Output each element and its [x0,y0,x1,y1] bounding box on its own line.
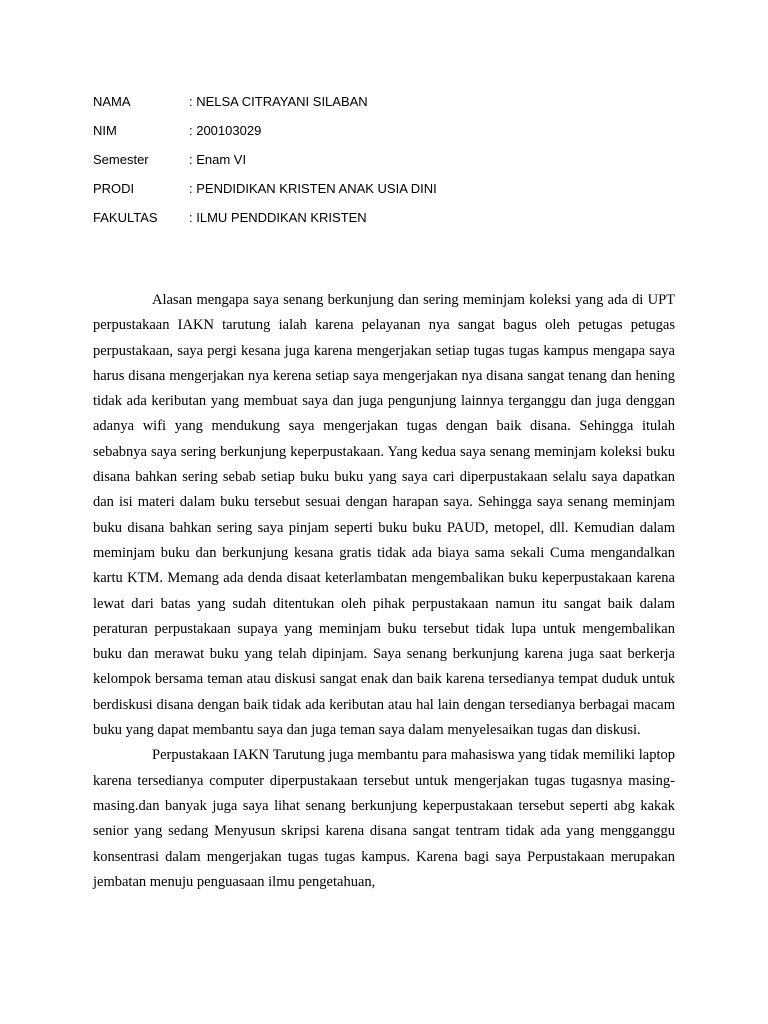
essay-body [93,288,675,895]
identity-label: FAKULTAS [93,210,158,225]
identity-value: : ILMU PENDDIKAN KRISTEN [189,210,367,225]
identity-value: : Enam VI [189,152,247,167]
identity-row-nim [93,116,437,145]
identity-label: NAMA [93,94,131,109]
identity-row-nama [93,87,437,116]
paragraph: Alasan mengapa saya senang berkunjung dan sering meminjam koleksi yang ada di UPT perpustakaan IAKN tarutung ialah karena pelayanan nya sangat bagus oleh petugas petugas perpustakaan, saya pergi kesana juga karena mengerjakan setiap tugas tugas kampus mengapa saya harus disana mengerjakan nya kerena setiap saya mengerjakan nya disana sangat tenang dan hening tidak ada keributan yang membuat saya dan juga pengunjung lainnya terganggu dan juga denggan adanya wifi yang mendukung saya mengerjakan tugas dengan baik disana. Sehingga itulah sebabnya saya sering berkunjung keperpustakaan. Yang kedua saya senang meminjam koleksi buku disana bahkan sering sebab setiap buku buku yang saya cari diperpustakaan selalu saya dapatkan dan isi materi dalam buku tersebut sesuai dengan harapan saya. Sehingga saya senang meminjam buku disana bahkan sering saya pinjam seperti buku buku PAUD, metopel, dll. Kemudian dalam meminjam buku dan berkunjung kesana gratis tidak ada biaya sama sekali Cuma mengandalkan kartu KTM. Memang ada denda disaat keterlambatan mengembalikan buku keperpustakaan karena lewat dari batas yang sudah ditentukan oleh pihak perpustakaan namun itu sangat baik dalam peraturan perpustakaan supaya yang meminjam buku tersebut tidak lupa untuk mengembalikan buku dan merawat buku yang telah dipinjam. Saya senang berkunjung karena juga saat berkerja kelompok bersama teman atau diskusi sangat enak dan baik karena tersedianya tempat duduk untuk berdiskusi disana dengan baik tidak ada keributan atau hal lain dengan tersedianya berbagai macam buku yang dapat membantu saya dan juga teman saya dalam menyelesaikan tugas dan diskusi. [93,292,675,739]
identity-row-prodi [93,174,437,203]
identity-label: NIM [93,123,117,138]
paragraph: Perpustakaan IAKN Tarutung juga membantu para mahasiswa yang tidak memiliki laptop karena tersedianya computer diperpustakaan tersebut untuk mengerjakan tugas tugasnya masing-masing.dan banyak juga saya lihat senang berkunjung keperpustakaan tersebut seperti abg kakak senior yang sedang Menyusun skripsi karena disana sangat tentram tidak ada yang mengganggu konsentrasi dalam mengerjakan tugas tugas kampus. Karena bagi saya Perpustakaan merupakan jembatan menuju penguasaan ilmu pengetahuan, [93,747,675,890]
identity-row-fakultas [93,203,437,232]
identity-value: : NELSA CITRAYANI SILABAN [189,94,368,109]
identity-block [93,87,437,232]
identity-label: PRODI [93,181,135,196]
identity-value: : 200103029 [189,123,262,138]
identity-label: Semester [93,152,149,167]
identity-row-semester [93,145,437,174]
identity-value: : PENDIDIKAN KRISTEN ANAK USIA DINI [189,181,437,196]
